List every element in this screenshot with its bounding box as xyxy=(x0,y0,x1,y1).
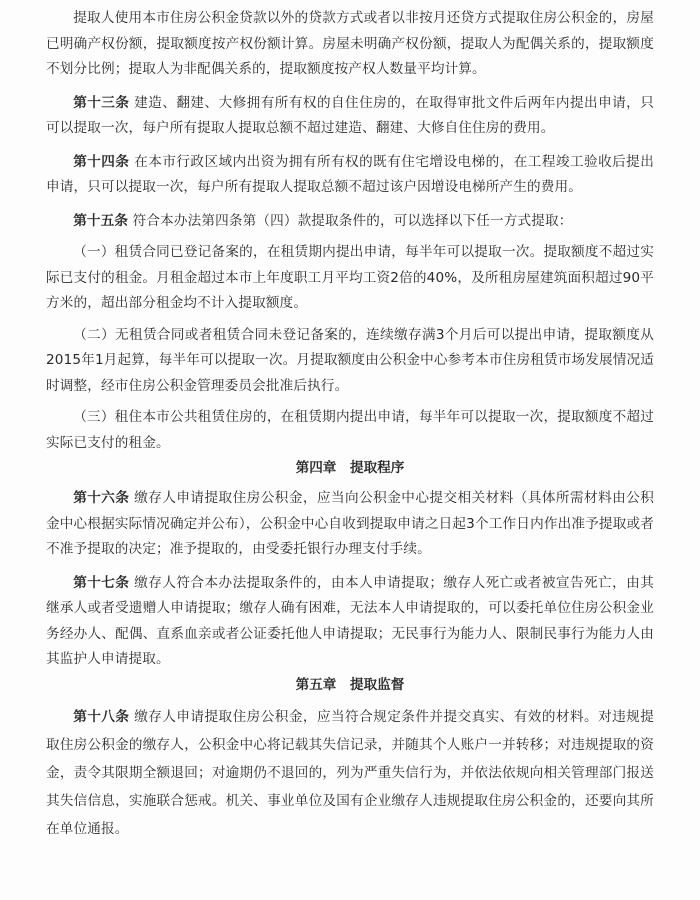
article-18 xyxy=(46,703,654,843)
article-13-text: 建造、翻建、大修拥有所有权的自住住房的，在取得审批文件后两年内提出申请，只可以提取一次，每户所有提取人提取总额不超过建造、翻建、大修自住住房的费用。 xyxy=(46,94,654,136)
article-14-label: 第十四条 xyxy=(73,153,130,170)
article-15-item-2-text: （二）无租赁合同或者租赁合同未登记备案的，连续缴存满3个月后可以提出申请，提取额度从2015年1月起算，每半年可以提取一次。月提取额度由公积金中心参考本市住房租赁市场发展情况适时调整，经市住房公积金管理委员会批准后执行。 xyxy=(46,326,654,394)
article-16-label: 第十六条 xyxy=(73,490,130,506)
article-15 xyxy=(46,209,654,235)
article-15-item-3 xyxy=(46,405,654,456)
article-14-text: 在本市行政区域内出资为拥有所有权的既有住宅增设电梯的，在工程竣工验收后提出申请，只可以提取一次，每户所有提取人提取总额不超过该户因增设电梯所产生的费用。 xyxy=(46,153,654,195)
article-15-item-1 xyxy=(46,240,654,317)
article-17-text: 缴存人符合本办法提取条件的，由本人申请提取；缴存人死亡或者被宣告死亡，由其继承人或者受遗赠人申请提取；缴存人确有困难，无法本人申请提取的，可以委托单位住房公积金业务经办人、配偶、直系血亲或者公证委托他人申请提取；无民事行为能力人、限制民事行为能力人由其监护人申请提取。 xyxy=(46,574,654,667)
article-13 xyxy=(46,91,654,142)
article-15-item-3-text: （三）租住本市公共租赁住房的，在租赁期内提出申请，每半年可以提取一次，提取额度不超过实际已支付的租金。 xyxy=(46,409,654,451)
article-17 xyxy=(46,571,654,673)
article-18-text: 缴存人申请提取住房公积金，应当符合规定条件并提交真实、有效的材料。对违规提取住房公积金的缴存人，公积金中心将记载其失信记录，并随其个人账户一并转移；对违规提取的资金，责令其限期全额退回；对逾期仍不退回的，列为严重失信行为，并依法依规向相关管理部门报送其失信信息，实施联合惩戒。机关、事业单位及国有企业缴存人违规提取住房公积金的，还要向其所在单位通报。 xyxy=(46,708,654,837)
article-18-label: 第十八条 xyxy=(73,708,130,725)
article-14 xyxy=(46,150,654,201)
article-15-item-2 xyxy=(46,323,654,400)
paragraph-text: 提取人使用本市住房公积金贷款以外的贷款方式或者以非按月还贷方式提取住房公积金的，房屋已明确产权份额，提取额度按产权份额计算。房屋未明确产权份额，提取人为配偶关系的，提取额度不划分比例；提取人为非配偶关系的，提取额度按产权人数量平均计算。 xyxy=(46,10,654,77)
article-15-item-1-text: （一）租赁合同已登记备案的，在租赁期内提出申请，每半年可以提取一次。提取额度不超过实际已支付的租金。月租金超过本市上年度职工月平均工资2倍的40%，及所租房屋建筑面积超过90平方米的，超出部分租金均不计入提取额度。 xyxy=(46,244,654,311)
chapter-5-title: 第五章 提取监督 xyxy=(295,676,405,693)
paragraph-withdrawal-share xyxy=(46,6,654,83)
article-17-label: 第十七条 xyxy=(73,574,130,591)
chapter-4-title: 第四章 提取程序 xyxy=(295,460,405,476)
article-16 xyxy=(46,486,654,563)
article-15-text: 符合本办法第四条第（四）款提取条件的，可以选择以下任一方式提取： xyxy=(128,212,573,229)
article-15-label: 第十五条 xyxy=(73,212,129,229)
article-13-label: 第十三条 xyxy=(73,94,130,111)
article-16-text: 缴存人申请提取住房公积金，应当向公积金中心提交相关材料（具体所需材料由公积金中心根据实际情况确定并公布），公积金中心自收到提取申请之日起3个工作日内作出准予提取或者不准予提取的决定；准予提取的，由受委托银行办理支付手续。 xyxy=(46,490,654,557)
